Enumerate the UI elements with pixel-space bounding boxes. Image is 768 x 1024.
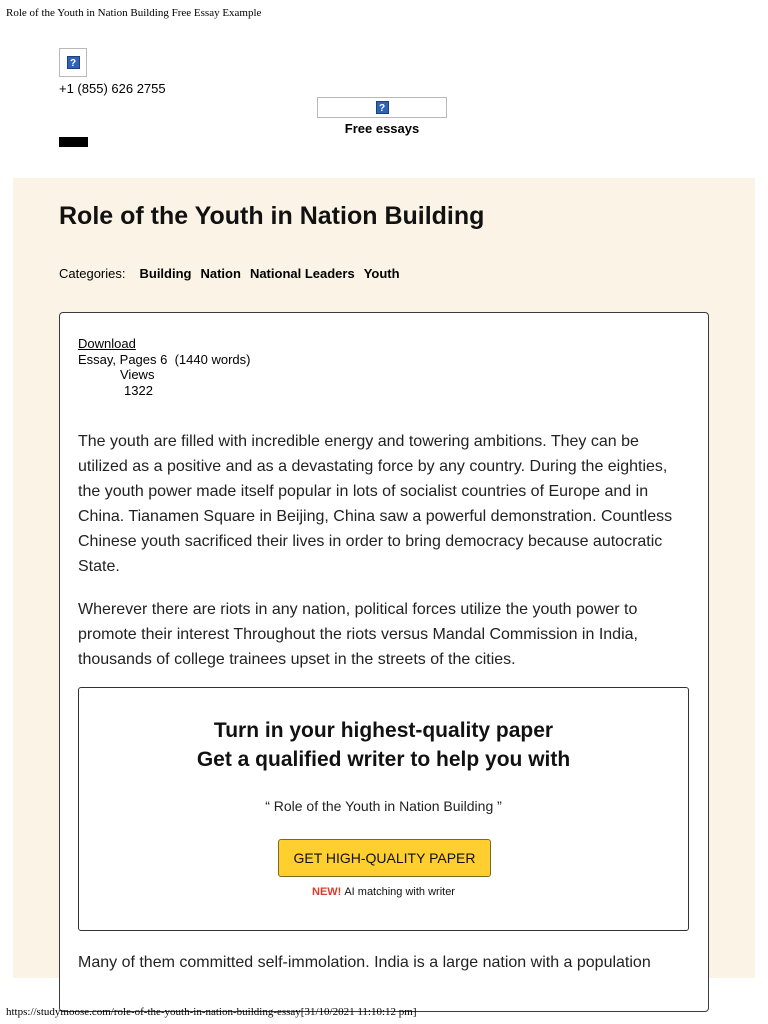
print-footer-url: https://studymoose.com/role-of-the-youth-in-nation-building-essay[31/10/2021 11:10:12 pm] xyxy=(6,1006,417,1018)
menu-bar-block[interactable] xyxy=(59,137,88,147)
category-link-youth[interactable]: Youth xyxy=(363,266,400,281)
broken-image-icon: ? xyxy=(376,101,389,114)
cta-heading-line2: Get a qualified writer to help you with xyxy=(196,748,571,771)
cta-essay-title: “ Role of the Youth in Nation Building ” xyxy=(265,798,502,814)
categories-label: Categories: xyxy=(59,266,126,281)
get-paper-button[interactable]: GET HIGH-QUALITY PAPER xyxy=(278,839,491,877)
essay-paragraph: Many of them committed self-immolation. India is a large nation with a population xyxy=(78,954,651,971)
cta-note-text: AI matching with writer xyxy=(344,886,455,898)
category-link-national-leaders[interactable]: National Leaders xyxy=(249,266,355,281)
essay-paragraph: Wherever there are riots in any nation, political forces utilize the youth power to promote their interest Throughout the riots versus Mandal Commission in India, thousands of college trainees upset in the streets of the cities. xyxy=(78,601,638,668)
category-link-building[interactable]: Building xyxy=(139,266,192,281)
print-header-title: Role of the Youth in Nation Building Free Essay Example xyxy=(6,7,262,19)
essay-info: Essay, Pages 6 (1440 words) xyxy=(78,351,251,367)
free-essays-image[interactable] xyxy=(317,97,447,118)
download-link[interactable]: Download xyxy=(78,336,136,351)
logo-image[interactable] xyxy=(59,48,87,77)
free-essays-link[interactable]: Free essays xyxy=(344,121,420,136)
categories-row xyxy=(59,266,409,281)
broken-image-icon: ? xyxy=(67,56,80,69)
cta-note xyxy=(79,886,688,898)
essay-paragraph: The youth are filled with incredible energy and towering ambitions. They can be utilized as a positive and as a devastating force by any country. During the eighties, the youth power made itself popular in lots of socialist countries of Europe and in China. Tianamen Square in Beijing, China saw a powerful demonstration. Countless Chinese youth sacrificed their lives in order to bring democracy because autocratic State. xyxy=(78,433,673,575)
new-badge: NEW! xyxy=(312,886,342,898)
writer-cta-box xyxy=(78,687,689,931)
category-link-nation[interactable]: Nation xyxy=(200,266,241,281)
views-label: Views xyxy=(120,367,155,382)
essay-meta xyxy=(78,336,250,398)
views-count: 1322 xyxy=(124,382,153,398)
page-title: Role of the Youth in Nation Building xyxy=(59,202,485,230)
phone-number[interactable]: +1 (855) 626 2755 xyxy=(59,81,166,96)
cta-heading-line1: Turn in your highest-quality paper xyxy=(213,719,554,742)
